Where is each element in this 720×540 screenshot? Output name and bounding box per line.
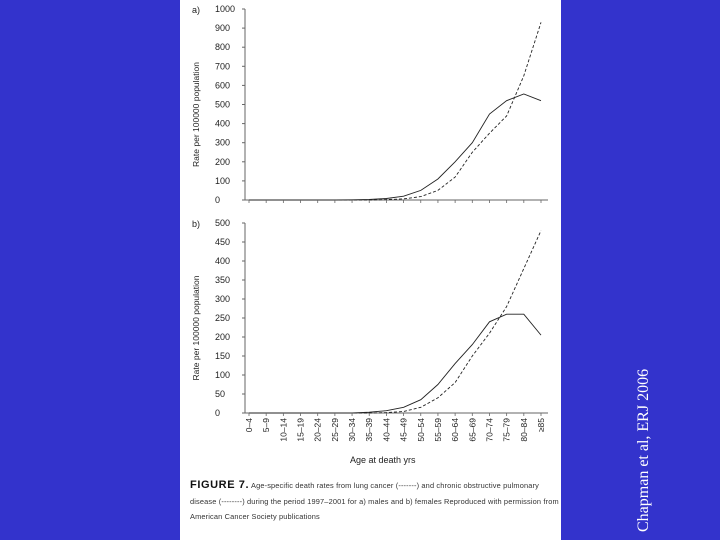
series-line-copd xyxy=(249,231,541,413)
panel-label: b) xyxy=(192,219,201,229)
x-tick-label: 25–29 xyxy=(329,418,340,442)
x-axis-title: Age at death yrs xyxy=(350,455,416,465)
figure-panel xyxy=(180,0,561,540)
series-line-lung-cancer xyxy=(249,314,541,413)
x-tick-label: 40–44 xyxy=(381,418,392,442)
caption-label: FIGURE 7. xyxy=(190,479,250,491)
y-tick-label: 100 xyxy=(215,175,231,186)
x-tick-label: 35–39 xyxy=(364,418,375,442)
y-tick-label: 900 xyxy=(215,23,231,34)
y-tick-label: 450 xyxy=(215,237,231,247)
y-tick-label: 300 xyxy=(215,137,231,148)
x-tick-label: ≥85 xyxy=(536,418,546,433)
figure-caption xyxy=(190,478,560,525)
x-tick-label: 50–54 xyxy=(415,418,426,442)
y-tick-label: 1000 xyxy=(215,4,236,14)
y-tick-label: 300 xyxy=(215,294,231,304)
side-credit: Chapman et al, ERJ 2006 xyxy=(635,368,652,532)
y-tick-label: 50 xyxy=(215,389,226,399)
series-line-copd xyxy=(249,22,541,200)
y-tick-label: 350 xyxy=(215,275,231,285)
y-tick-label: 500 xyxy=(215,99,231,110)
x-tick-label: 80–84 xyxy=(518,418,529,442)
x-tick-label: 0–4 xyxy=(244,418,254,433)
y-tick-label: 700 xyxy=(215,61,231,72)
panel-label: a) xyxy=(192,5,201,15)
series-line-lung-cancer xyxy=(249,94,541,200)
y-tick-label: 600 xyxy=(215,80,231,91)
x-tick-label: 45–49 xyxy=(398,418,409,442)
x-tick-label: 5–9 xyxy=(261,418,272,433)
x-tick-label: 10–14 xyxy=(278,418,289,442)
x-tick-label: 70–74 xyxy=(484,418,495,442)
y-tick-label: 150 xyxy=(215,351,231,361)
y-tick-label: 200 xyxy=(215,156,231,167)
x-tick-label: 20–24 xyxy=(312,418,323,442)
y-axis-title: Rate per 100000 population xyxy=(191,275,201,381)
x-tick-label: 55–59 xyxy=(432,418,443,442)
caption-text: Age-specific death rates from lung cancer (-------) and chronic obstructive pulmonary disease (--------) during the period 1997–2001 for a) males and b) females Reproduced with permission from American Cancer Society publications xyxy=(190,481,559,521)
chart-svg xyxy=(180,0,561,478)
x-tick-label: 15–19 xyxy=(295,418,306,442)
y-tick-label: 0 xyxy=(215,195,221,205)
y-tick-label: 500 xyxy=(215,218,231,228)
x-tick-label: 30–34 xyxy=(347,418,358,442)
y-tick-label: 400 xyxy=(215,256,231,266)
y-tick-label: 400 xyxy=(215,118,231,129)
y-axis-title: Rate per 100000 population xyxy=(191,62,201,167)
y-tick-label: 200 xyxy=(215,332,231,342)
y-tick-label: 0 xyxy=(215,408,221,418)
x-tick-label: 60–64 xyxy=(450,418,461,442)
y-tick-label: 100 xyxy=(215,370,231,380)
y-tick-label: 800 xyxy=(215,42,231,53)
x-tick-label: 75–79 xyxy=(501,418,512,442)
y-tick-label: 250 xyxy=(215,313,231,323)
x-tick-label: 65–69 xyxy=(467,418,478,442)
